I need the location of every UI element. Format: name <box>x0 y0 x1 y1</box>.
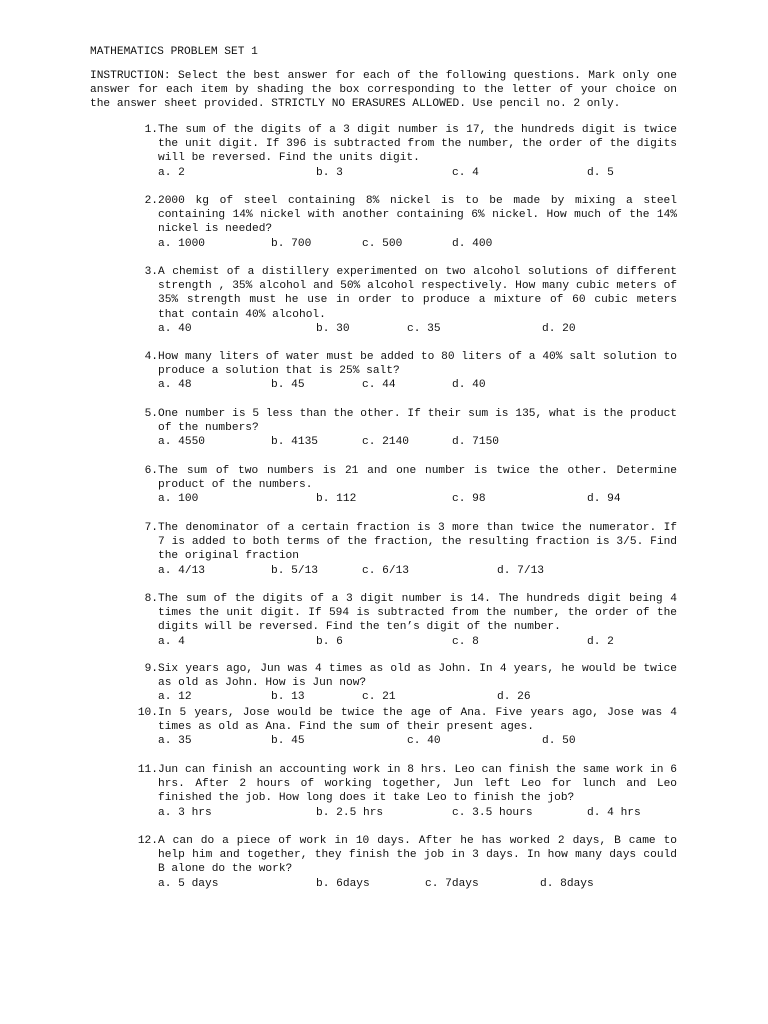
question-number: 6. <box>144 465 158 477</box>
answer-choice: a. 1000 <box>158 237 205 250</box>
answer-choice: b. 45 <box>271 379 305 392</box>
answer-choice: d. 2 <box>587 635 614 648</box>
answer-choice: a. 4550 <box>158 436 205 449</box>
answer-choice: a. 4 <box>158 635 185 648</box>
answer-choice: a. 48 <box>158 379 192 392</box>
answer-choice: c. 500 <box>362 237 403 250</box>
answer-choices <box>134 378 677 392</box>
question-number: 10. <box>137 707 158 719</box>
answer-choice: c. 40 <box>407 735 441 748</box>
answer-choice: d. 50 <box>542 735 576 748</box>
answer-choice: b. 45 <box>271 735 305 748</box>
answer-choice: c. 44 <box>362 379 396 392</box>
question-number: 12. <box>137 835 158 847</box>
answer-choice: d. 40 <box>452 379 486 392</box>
question-text: The denominator of a certain fraction is 3 more than twice the numerator. If 7 is added to both terms of the fraction, the resulting fraction is 3/5. Find the original fraction <box>158 522 677 563</box>
answer-choices <box>134 734 677 748</box>
question-number: 3. <box>144 266 158 278</box>
answer-choice: a. 5 days <box>158 877 219 890</box>
answer-choice: a. 35 <box>158 735 192 748</box>
answer-choice: a. 100 <box>158 493 199 506</box>
question-number: 7. <box>144 522 158 534</box>
question-text: In 5 years, Jose would be twice the age of Ana. Five years ago, Jose was 4 times as old as Ana. Find the sum of their present ages. <box>158 707 677 734</box>
question-number: 4. <box>144 351 158 363</box>
question-text: 2000 kg of steel containing 8% nickel is to be made by mixing a steel containing 14% nickel with another containing 6% nickel. How much of the 14% nickel is needed? <box>158 195 677 236</box>
answer-choice: d. 7/13 <box>497 564 544 577</box>
answer-choice: b. 5/13 <box>271 564 318 577</box>
answer-choice: b. 2.5 hrs <box>316 806 384 819</box>
question-number: 11. <box>137 764 158 776</box>
answer-choice: c. 98 <box>452 493 486 506</box>
answer-choices <box>134 690 677 704</box>
answer-choice: b. 112 <box>316 493 357 506</box>
answer-choices <box>134 877 677 891</box>
question-number: 5. <box>144 408 158 420</box>
answer-choices <box>134 564 677 578</box>
instruction-paragraph: INSTRUCTION: Select the best answer for each of the following questions. Mark only one answer for each item by shading the box corresponding to the letter of your choice on the answer sheet provided. STRICTLY NO ERASURES ALLOWED. Use pencil no. 2 only. <box>90 70 677 111</box>
question-text: Six years ago, Jun was 4 times as old as John. In 4 years, he would be twice as old as John. How is Jun now? <box>158 663 677 690</box>
answer-choice: c. 21 <box>362 691 396 704</box>
answer-choice: d. 4 hrs <box>587 806 641 819</box>
question-text: The sum of the digits of a 3 digit number is 17, the hundreds digit is twice the unit digit. If 396 is subtracted from the number, the order of the digits will be reversed. Find the units digit. <box>158 124 677 165</box>
answer-choice: c. 35 <box>407 322 441 335</box>
answer-choice: c. 6/13 <box>362 564 409 577</box>
answer-choices <box>134 166 677 180</box>
answer-choices <box>134 492 677 506</box>
answer-choice: c. 8 <box>452 635 479 648</box>
answer-choice: b. 30 <box>316 322 350 335</box>
question-number: 2. <box>144 195 158 207</box>
question-text: Jun can finish an accounting work in 8 hrs. Leo can finish the same work in 6 hrs. After 2 hours of working together, Jun left Leo for lunch and Leo finished the job. How long does it take Leo to finish the job? <box>158 764 677 805</box>
question-text: One number is 5 less than the other. If their sum is 135, what is the product of the numbers? <box>158 408 677 435</box>
answer-choice: d. 7150 <box>452 436 499 449</box>
answer-choice: a. 4/13 <box>158 564 205 577</box>
answer-choice: b. 4135 <box>271 436 318 449</box>
answer-choice: c. 3.5 hours <box>452 806 533 819</box>
answer-choice: b. 3 <box>316 166 343 179</box>
answer-choice: b. 13 <box>271 691 305 704</box>
question-text: A can do a piece of work in 10 days. After he has worked 2 days, B came to help him and together, they finish the job in 3 days. In how many days could B alone do the work? <box>158 835 677 876</box>
answer-choice: d. 94 <box>587 493 621 506</box>
answer-choices <box>134 237 677 251</box>
answer-choice: d. 5 <box>587 166 614 179</box>
answer-choice: d. 20 <box>542 322 576 335</box>
answer-choices <box>134 322 677 336</box>
question-text: The sum of two numbers is 21 and one number is twice the other. Determine product of the numbers. <box>158 465 677 492</box>
answer-choice: d. 8days <box>540 877 594 890</box>
question-number: 8. <box>144 593 158 605</box>
answer-choice: d. 400 <box>452 237 493 250</box>
answer-choices <box>134 806 677 820</box>
answer-choice: b. 6days <box>316 877 370 890</box>
answer-choices <box>134 635 677 649</box>
question-number: 9. <box>144 663 158 675</box>
question-text: The sum of the digits of a 3 digit number is 14. The hundreds digit being 4 times the unit digit. If 594 is subtracted from the number, the order of the digits will be reversed. Find the ten’s digit of the number. <box>158 593 677 634</box>
answer-choice: a. 2 <box>158 166 185 179</box>
answer-choice: c. 2140 <box>362 436 409 449</box>
answer-choice: a. 3 hrs <box>158 806 212 819</box>
question-text: How many liters of water must be added to 80 liters of a 40% salt solution to produce a solution that is 25% salt? <box>158 351 677 378</box>
answer-choice: a. 40 <box>158 322 192 335</box>
answer-choice: a. 12 <box>158 691 192 704</box>
answer-choice: d. 26 <box>497 691 531 704</box>
answer-choice: b. 700 <box>271 237 312 250</box>
question-text: A chemist of a distillery experimented on two alcohol solutions of different strength , 35% alcohol and 50% alcohol respectively. How many cubic meters of 35% strength must he use in order to produce a mixture of 60 cubic meters that contain 40% alcohol. <box>158 266 677 321</box>
answer-choice: c. 7days <box>425 877 479 890</box>
question-number: 1. <box>144 124 158 136</box>
answer-choice: b. 6 <box>316 635 343 648</box>
answer-choice: c. 4 <box>452 166 479 179</box>
document-title: MATHEMATICS PROBLEM SET 1 <box>90 46 258 58</box>
answer-choices <box>134 435 677 449</box>
